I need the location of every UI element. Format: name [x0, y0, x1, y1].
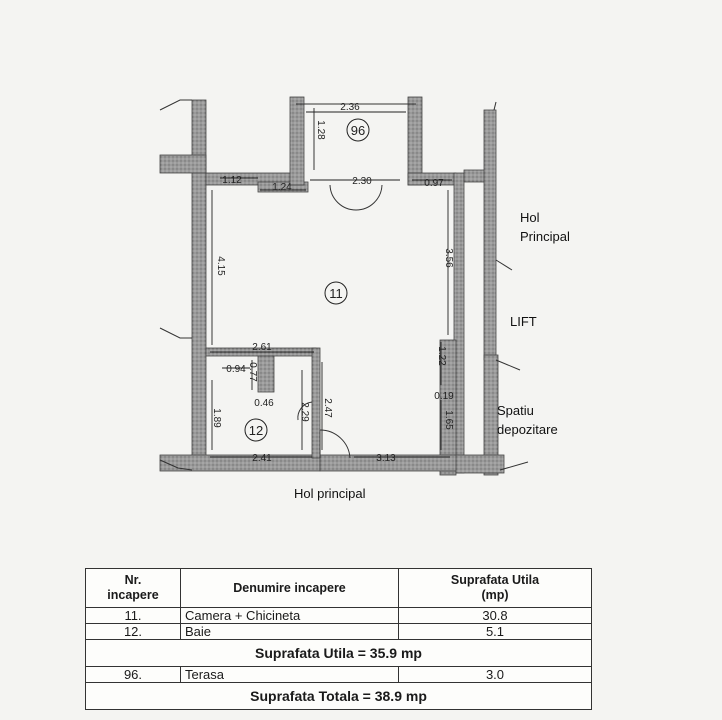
table-row — [86, 608, 592, 624]
dim-bath-bottom: 2.41 — [252, 453, 272, 464]
header-nr — [86, 569, 181, 608]
row-area: 5.1 — [399, 624, 592, 640]
row-nr: 12. — [86, 624, 181, 640]
row-name: Camera + Chicineta — [181, 608, 399, 624]
header-suprafata-line1: Suprafata Utila — [450, 573, 540, 587]
dim-bath-small-3: 0.46 — [254, 398, 274, 409]
dim-right-height-1: 3.56 — [443, 248, 454, 268]
dim-bath-left: 1.89 — [211, 408, 222, 428]
label-spatiu-line1: Spatiu — [497, 403, 534, 418]
header-nr-line1: Nr. — [124, 573, 142, 587]
dim-top-right: 0.97 — [424, 178, 444, 189]
row-area: 3.0 — [399, 667, 592, 683]
room-12-number: 12 — [248, 423, 264, 438]
header-denumire: Denumire incapere — [181, 569, 399, 608]
table-header-row — [86, 569, 592, 608]
area-table — [85, 568, 592, 710]
row-name: Terasa — [181, 667, 399, 683]
dim-top-left-2: 1.24 — [272, 182, 292, 193]
dim-top-left-1: 1.12 — [222, 175, 242, 186]
row-nr: 96. — [86, 667, 181, 683]
header-nr-line2: incapere — [107, 588, 159, 602]
dim-terasa-width: 2.36 — [340, 102, 360, 113]
room-numbers — [245, 119, 369, 441]
dim-door-width: 2.30 — [352, 176, 372, 187]
dim-left-height: 4.15 — [215, 256, 226, 276]
header-suprafata — [399, 569, 592, 608]
row-area: 30.8 — [399, 608, 592, 624]
dim-bottom-right: 3.13 — [376, 453, 396, 464]
dim-bath-top: 2.61 — [252, 342, 272, 353]
dim-terasa-depth: 1.28 — [315, 120, 326, 140]
label-lift: LIFT — [510, 314, 537, 329]
table-row — [86, 624, 592, 640]
dim-bath-small-2: 0.77 — [247, 362, 258, 382]
totala-total: Suprafata Totala = 38.9 mp — [86, 683, 592, 710]
totala-total-row — [86, 683, 592, 710]
utila-total: Suprafata Utila = 35.9 mp — [86, 640, 592, 667]
dim-right-height-3: 1.65 — [443, 410, 454, 430]
dim-bath-right: 2.29 — [299, 402, 310, 422]
room-96-number: 96 — [350, 123, 366, 138]
utila-total-row — [86, 640, 592, 667]
header-suprafata-line2: (mp) — [481, 588, 509, 602]
room-11-number: 11 — [329, 286, 343, 301]
table-row — [86, 667, 592, 683]
label-hol-principal-line2: Principal — [520, 229, 570, 244]
label-hol-principal-bottom: Hol principal — [294, 486, 366, 501]
row-name: Baie — [181, 624, 399, 640]
row-nr: 11. — [86, 608, 181, 624]
dim-bath-small-1: 0.94 — [226, 364, 246, 375]
label-hol-principal-line1: Hol — [520, 210, 540, 225]
dim-right-height-2: 1.22 — [436, 346, 447, 366]
label-spatiu-line2: depozitare — [497, 422, 558, 437]
dim-right-small: 0.19 — [434, 391, 454, 402]
dim-bath-door: 2.47 — [322, 398, 333, 418]
